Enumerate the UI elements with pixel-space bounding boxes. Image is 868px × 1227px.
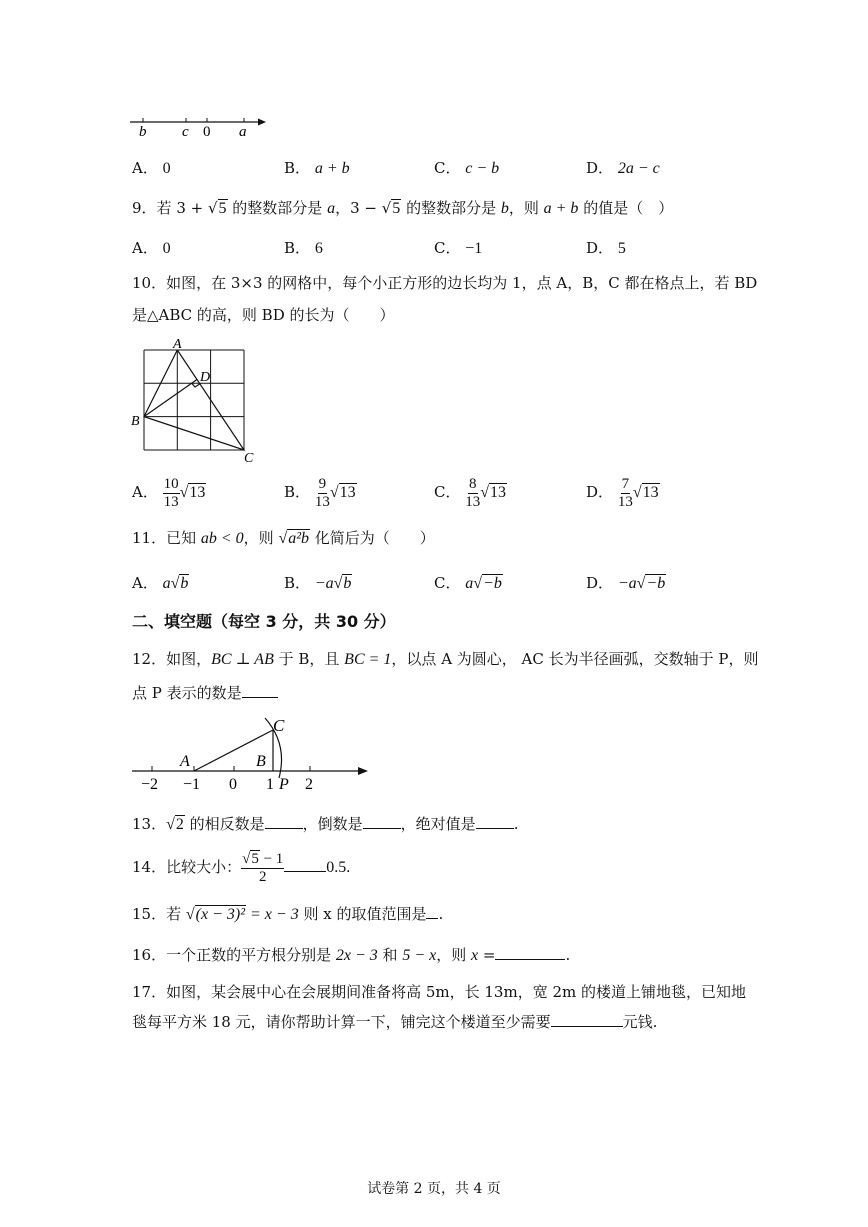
q10-stem-line2: 是△ABC 的高，则 BD 的长为（ ） bbox=[132, 306, 395, 324]
q17-stem-line1: 17．如图，某会展中心在会展期间准备将高 5m，长 13m，宽 2m 的楼道上铺地毯，已知地 bbox=[132, 983, 747, 1001]
q10-option-b[interactable]: B． $\frac{9}{13}$ √13 bbox=[284, 475, 356, 510]
q10-label-c: C bbox=[244, 451, 254, 466]
q16-stem: 16．一个正数的平方根分别是 2x − 3 和 5 − x，则 x = . bbox=[132, 946, 571, 964]
q12-label-b: B bbox=[256, 753, 266, 770]
q9-option-b[interactable]: B． 6 bbox=[284, 239, 323, 257]
q17-answer-blank[interactable] bbox=[551, 1012, 623, 1027]
q12-label-a: A bbox=[180, 753, 190, 770]
q12-label-c: C bbox=[273, 716, 285, 735]
q10-option-a[interactable]: A． $\frac{10}{13}$ √13 bbox=[132, 475, 206, 510]
q8-option-c[interactable]: C． c − b bbox=[434, 159, 500, 177]
q10-option-d[interactable]: D． $\frac{7}{13}$ √13 bbox=[586, 475, 659, 510]
q8-option-a[interactable]: A． 0 bbox=[132, 159, 171, 177]
q10-label-d: D bbox=[200, 370, 211, 385]
q12-tick-2: 2 bbox=[305, 776, 313, 793]
q11-stem: 11．已知 ab < 0，则 √a²b 化简后为（ ） bbox=[132, 529, 435, 547]
q10-label-b: B bbox=[131, 414, 140, 429]
q15-stem: 15．若 √(x − 3)² = x − 3 则 x 的取值范围是 . bbox=[132, 905, 444, 923]
q8-label-c: c bbox=[182, 124, 189, 140]
q12-tick-0: 0 bbox=[229, 776, 237, 793]
q12-answer-blank[interactable] bbox=[242, 683, 278, 698]
q8-label-a: a bbox=[239, 124, 247, 140]
q12-number-line-figure bbox=[128, 714, 373, 794]
q14-stem: 14．比较大小： $\frac{√5 - 1}{2}$ 0.5. bbox=[132, 850, 351, 885]
q9-stem: 9．若 3 + √5 的整数部分是 a，3 − √5 的整数部分是 b，则 a + b 的值是（ ） bbox=[132, 199, 674, 217]
q12-label-p: P bbox=[279, 776, 289, 793]
q9-option-c[interactable]: C． −1 bbox=[434, 239, 483, 257]
section-heading-fill-in: 二、填空题（每空 3 分，共 30 分） bbox=[132, 612, 396, 631]
q10-grid-figure bbox=[128, 336, 260, 466]
q9-option-a[interactable]: A． 0 bbox=[132, 239, 171, 257]
q8-option-d[interactable]: D． 2a − c bbox=[586, 159, 660, 177]
q16-answer-blank[interactable] bbox=[495, 945, 565, 960]
q17-stem-line2: 毯每平方米 18 元，请你帮助计算一下，铺完这个楼道至少需要 元钱. bbox=[132, 1013, 658, 1031]
q15-answer-blank[interactable] bbox=[426, 904, 438, 919]
q8-option-b[interactable]: B． a + b bbox=[284, 159, 350, 177]
q8-label-b: b bbox=[139, 124, 147, 140]
q13-blank-opposite[interactable] bbox=[265, 814, 303, 829]
q13-blank-reciprocal[interactable] bbox=[363, 814, 401, 829]
q11-option-c[interactable]: C． a√−b bbox=[434, 574, 502, 592]
q12-tick-neg2: −2 bbox=[141, 776, 159, 793]
q12-tick-1: 1 bbox=[266, 776, 274, 793]
q14-answer-blank[interactable] bbox=[284, 857, 326, 872]
q12-stem-line1: 12．如图，BC ⊥ AB 于 B，且 BC = 1，以点 A 为圆心， AC 长为半径画弧，交数轴于 P，则 bbox=[132, 650, 759, 668]
q11-option-d[interactable]: D． −a√−b bbox=[586, 574, 666, 592]
q10-option-c[interactable]: C． $\frac{8}{13}$ √13 bbox=[434, 475, 507, 510]
q11-option-b[interactable]: B． −a√b bbox=[284, 574, 352, 592]
q12-tick-neg1: −1 bbox=[183, 776, 201, 793]
q8-label-0: 0 bbox=[203, 124, 211, 140]
q11-option-a[interactable]: A． a√b bbox=[132, 574, 189, 592]
q13-blank-absolute[interactable] bbox=[476, 814, 514, 829]
q8-number-line bbox=[128, 112, 268, 142]
q13-stem: 13．√2 的相反数是 ，倒数是 ，绝对值是 . bbox=[132, 815, 519, 833]
q10-label-a: A bbox=[173, 337, 182, 352]
q10-stem-line1: 10．如图，在 3×3 的网格中，每个小正方形的边长均为 1，点 A，B，C 都在格点上，若 BD bbox=[132, 274, 758, 292]
page-footer: 试卷第 2 页，共 4 页 bbox=[367, 1181, 501, 1197]
q9-option-d[interactable]: D． 5 bbox=[586, 239, 626, 257]
q12-stem-line2: 点 P 表示的数是 bbox=[132, 683, 278, 703]
